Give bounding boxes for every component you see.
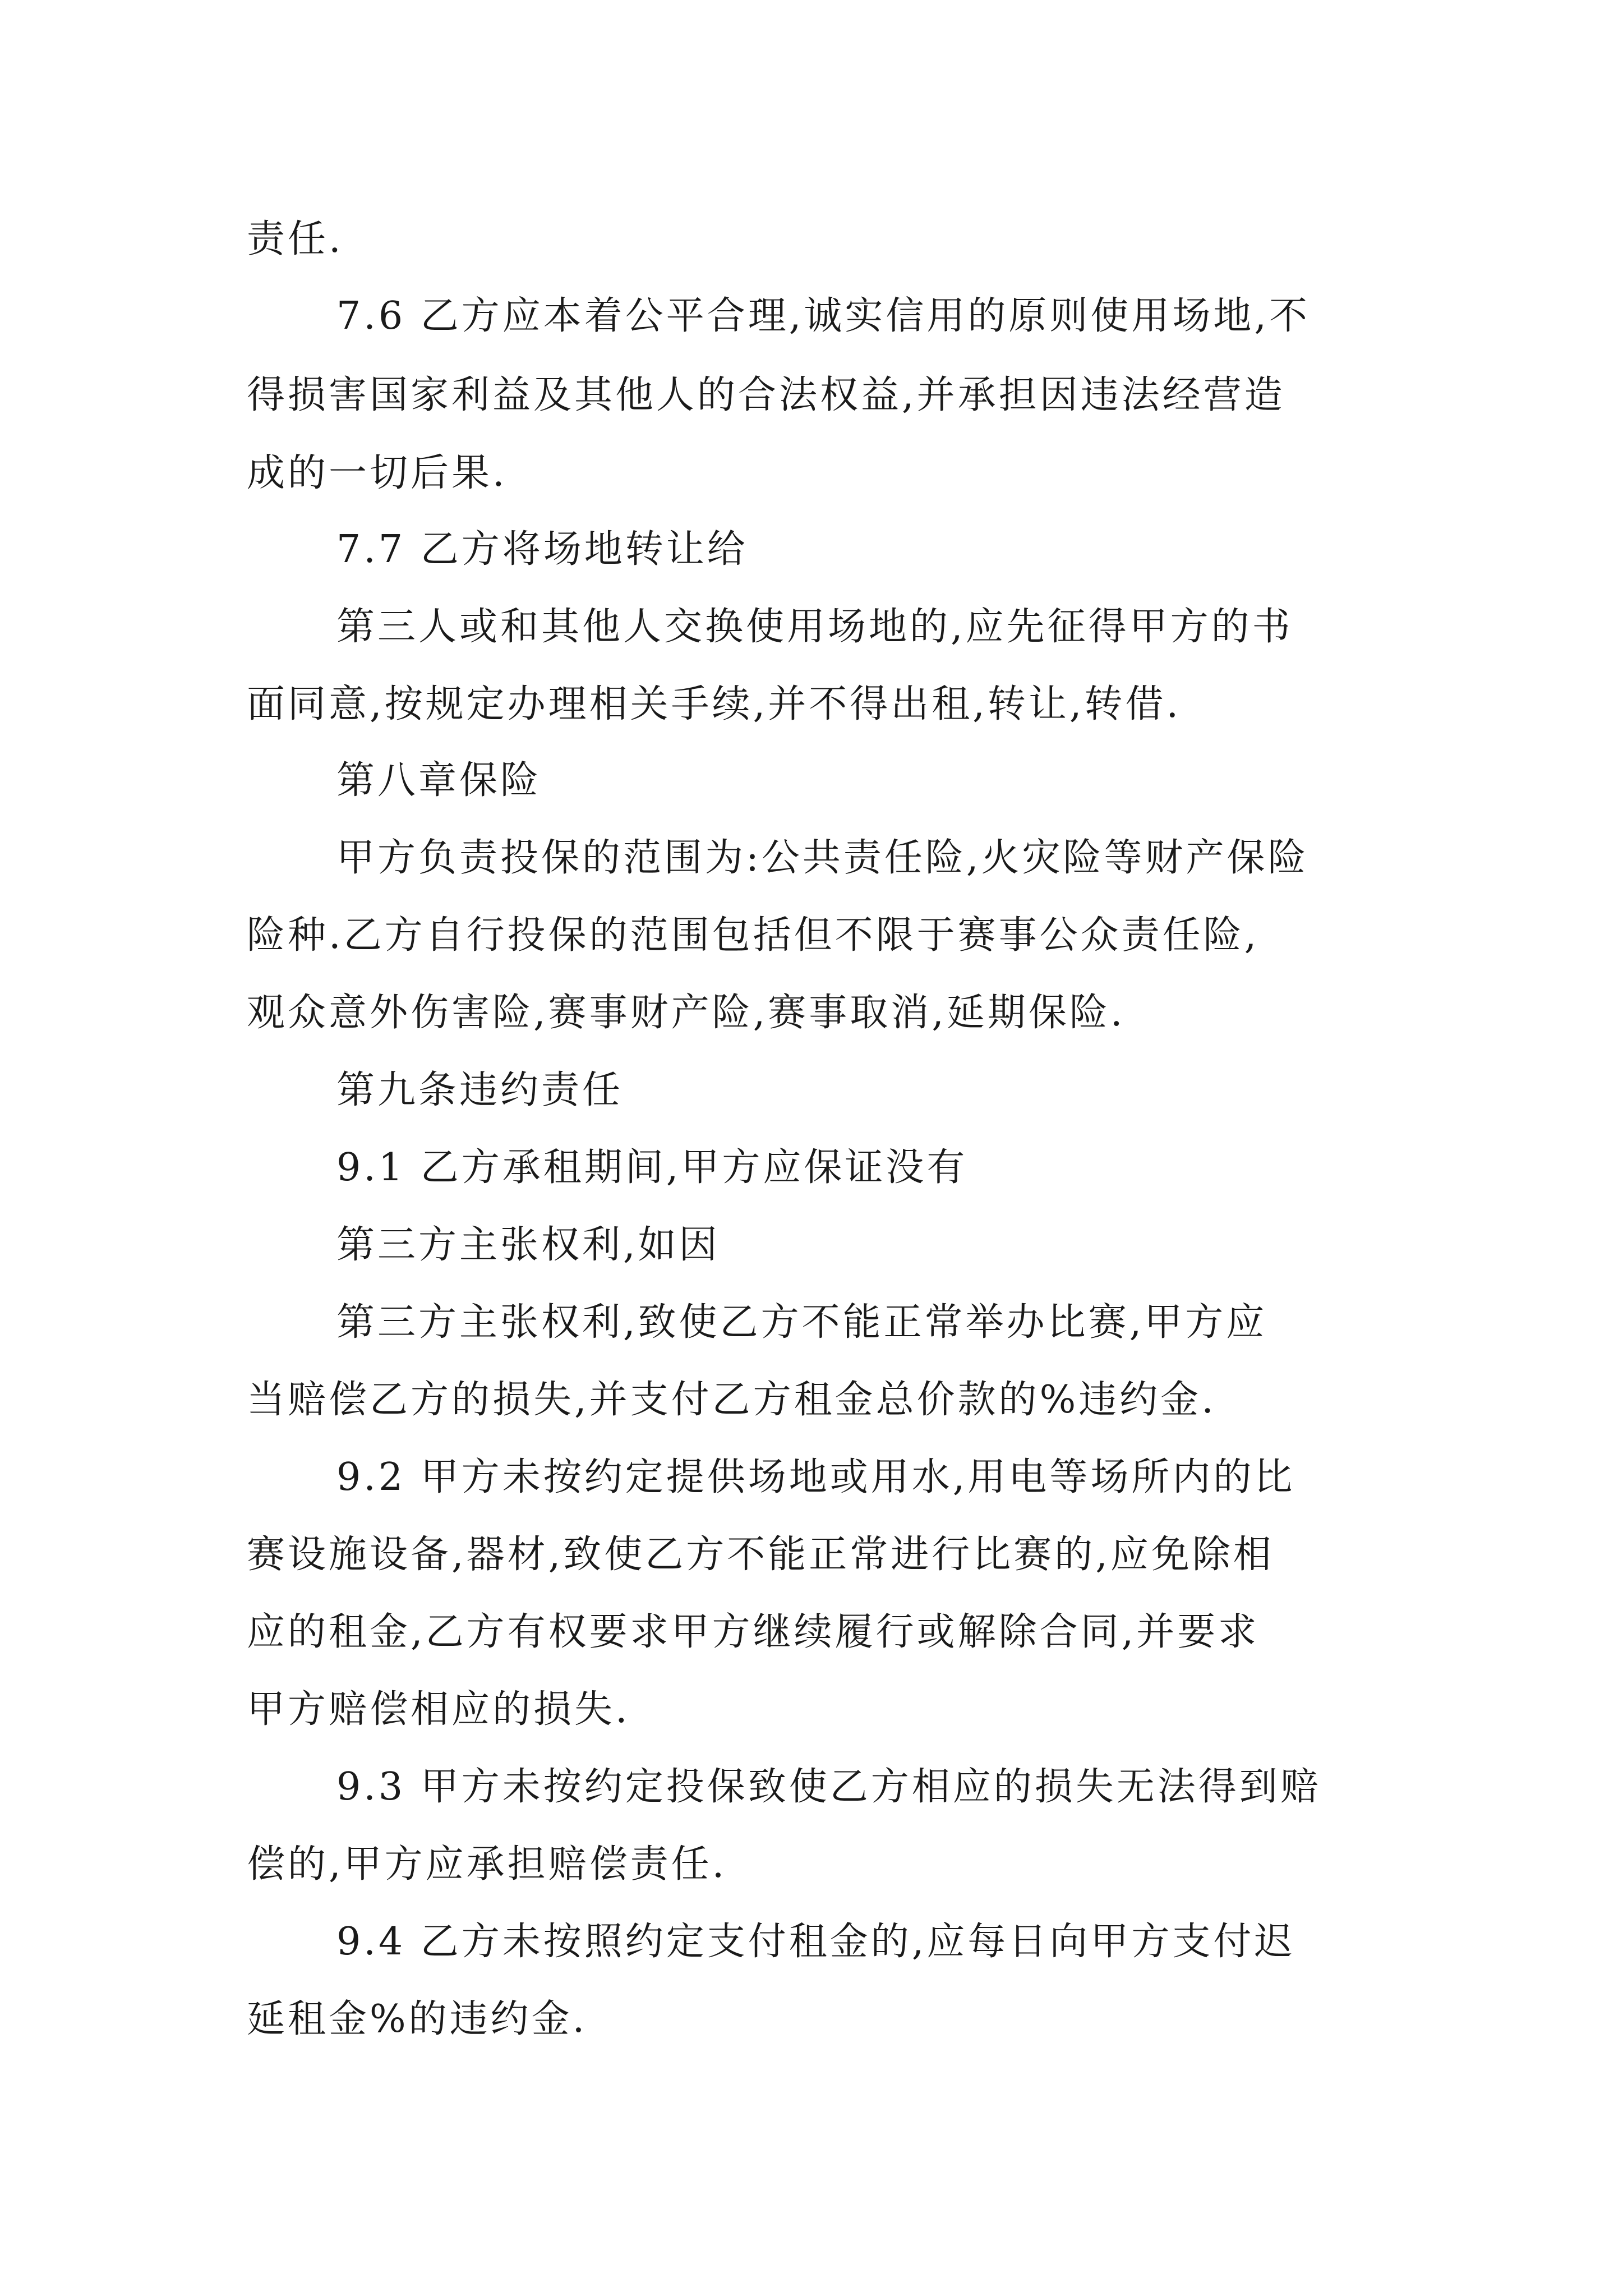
text-line: 偿的,甲方应承担赔偿责任. (247, 1842, 727, 1887)
text-line: 7.7 乙方将场地转让给 (336, 527, 748, 572)
text-line: 成的一切后果. (247, 451, 508, 495)
text-line: 面同意,按规定办理相关手续,并不得出租,转让,转借. (247, 682, 1182, 726)
text-line: 9.3 甲方未按约定投保致使乙方相应的损失无法得到赔 (336, 1765, 1321, 1809)
text-line: 险种.乙方自行投保的范围包括但不限于赛事公众责任险, (247, 913, 1260, 958)
text-line: 延租金%的违约金. (247, 1997, 588, 2041)
section-heading: 第八章保险 (336, 758, 542, 803)
text-line: 观众意外伤害险,赛事财产险,赛事取消,延期保险. (247, 991, 1126, 1035)
text-line: 甲方负责投保的范围为:公共责任险,火灾险等财产保险 (336, 836, 1309, 880)
text-line: 第三人或和其他人交换使用场地的,应先征得甲方的书 (336, 605, 1293, 649)
text-line: 9.1 乙方承租期间,甲方应保证没有 (336, 1145, 968, 1190)
text-line: 应的租金,乙方有权要求甲方继续履行或解除合同,并要求 (247, 1610, 1260, 1654)
text-line: 第三方主张权利,如因 (336, 1223, 720, 1267)
text-line: 9.2 甲方未按约定提供场地或用水,用电等场所内的比 (336, 1455, 1295, 1499)
section-heading: 第九条违约责任 (336, 1068, 624, 1112)
text-line: 得损害国家利益及其他人的合法权益,并承担因违法经营造 (247, 373, 1285, 417)
text-line: 7.6 乙方应本着公平合理,诚实信用的原则使用场地,不 (336, 294, 1310, 338)
text-line: 责任. (247, 217, 344, 261)
text-line: 9.4 乙方未按照约定支付租金的,应每日向甲方支付迟 (336, 1920, 1295, 1964)
text-line: 当赔偿乙方的损失,并支付乙方租金总价款的%违约金. (247, 1378, 1216, 1422)
text-line: 甲方赔偿相应的损失. (247, 1687, 630, 1732)
text-line: 赛设施设备,器材,致使乙方不能正常进行比赛的,应免除相 (247, 1533, 1274, 1577)
text-line: 第三方主张权利,致使乙方不能正常举办比赛,甲方应 (336, 1300, 1267, 1345)
